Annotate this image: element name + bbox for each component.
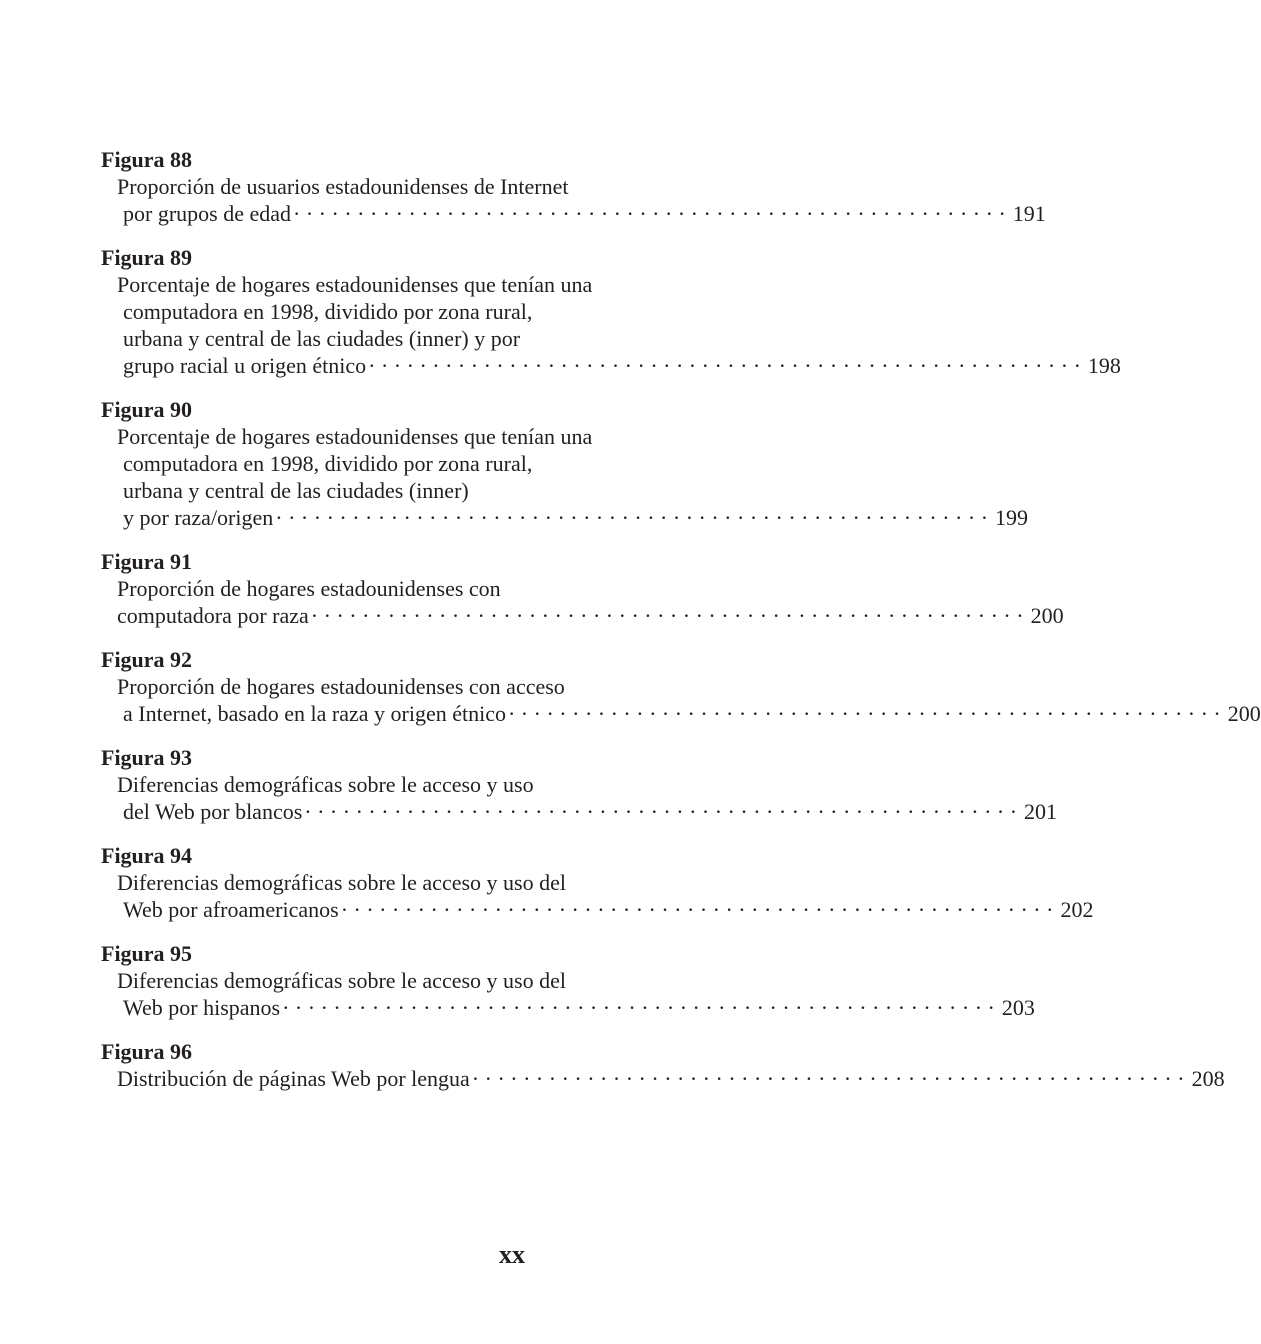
figure-caption-last-line (101, 200, 1046, 227)
figure-label: Figura 95 (101, 941, 193, 966)
figure-caption-last-line (101, 798, 1058, 825)
figure-caption-line: Diferencias demográficas sobre le acceso y uso del (117, 968, 566, 993)
figure-caption-line: Diferencias demográficas sobre le acceso y uso (117, 772, 534, 797)
page-reference[interactable]: 201 (1024, 799, 1058, 824)
dot-leader: · · · · · · · · · · · · · · · · · · · · · · · · · · · · · · · · · · · · · · · · · · · · · · · · · · · · · · · · (340, 897, 1054, 922)
figure-label: Figura 90 (101, 397, 193, 422)
figure-caption-line: Proporción de hogares estadounidenses con (117, 576, 501, 601)
figure-entry (101, 1038, 1225, 1092)
page-reference[interactable]: 203 (1001, 995, 1035, 1020)
figure-entry (101, 396, 1029, 531)
figure-entry (101, 646, 1261, 727)
figure-label: Figura 92 (101, 647, 193, 672)
figure-caption-line: Proporción de usuarios estadounidenses de Internet (117, 174, 569, 199)
figure-label: Figura 96 (101, 1039, 193, 1064)
figure-entry (101, 146, 1046, 227)
page-reference[interactable]: 198 (1087, 353, 1121, 378)
figure-caption-text: Web por hispanos (123, 995, 281, 1020)
dot-leader: · · · · · · · · · · · · · · · · · · · · · · · · · · · · · · · · · · · · · · · · · · · · · · · · · · · · · · · · (507, 701, 1221, 726)
figure-caption-text: a Internet, basado en la raza y origen étnico (123, 701, 506, 726)
dot-leader: · · · · · · · · · · · · · · · · · · · · · · · · · · · · · · · · · · · · · · · · · · · · · · · · · · · · · · · · (293, 201, 1006, 226)
figure-label: Figura 88 (101, 147, 193, 172)
figure-caption-text: grupo racial u origen étnico (123, 353, 367, 378)
figure-caption-line: computadora en 1998, dividido por zona rural, (123, 299, 533, 324)
figure-caption-text: del Web por blancos (123, 799, 303, 824)
figure-caption-text: Web por afroamericanos (123, 897, 339, 922)
figure-caption-line: Diferencias demográficas sobre le acceso y uso del (117, 870, 566, 895)
figure-entry (101, 842, 1094, 923)
figure-caption-last-line (101, 994, 1035, 1021)
figure-caption-line: Porcentaje de hogares estadounidenses que tenían una (117, 272, 593, 297)
figure-caption-last-line (101, 602, 1064, 629)
page-reference[interactable]: 200 (1227, 701, 1261, 726)
page-reference[interactable]: 208 (1191, 1066, 1225, 1091)
figure-caption-line: computadora en 1998, dividido por zona rural, (123, 451, 533, 476)
figure-caption-last-line (101, 1065, 1225, 1092)
figure-caption-text: Distribución de páginas Web por lengua (117, 1066, 470, 1091)
figure-entry (101, 744, 1058, 825)
figure-label: Figura 91 (101, 549, 193, 574)
page-reference[interactable]: 200 (1030, 603, 1064, 628)
figure-caption-text: computadora por raza (117, 603, 309, 628)
dot-leader: · · · · · · · · · · · · · · · · · · · · · · · · · · · · · · · · · · · · · · · · · · · · · · · · · · · · · · · · (310, 603, 1024, 628)
figure-entry (101, 244, 1121, 379)
figure-caption-last-line (101, 352, 1121, 379)
dot-leader: · · · · · · · · · · · · · · · · · · · · · · · · · · · · · · · · · · · · · · · · · · · · · · · · · · · · · · · · (275, 505, 989, 530)
page-number: xx (499, 1240, 525, 1269)
page-reference[interactable]: 202 (1060, 897, 1094, 922)
figure-caption-line: urbana y central de las ciudades (inner) y por (123, 326, 521, 351)
list-of-figures (101, 146, 1261, 1109)
dot-leader: · · · · · · · · · · · · · · · · · · · · · · · · · · · · · · · · · · · · · · · · · · · · · · · · · · · · · · · · (282, 995, 995, 1020)
figure-caption-last-line (101, 700, 1261, 727)
page-reference[interactable]: 191 (1012, 201, 1046, 226)
figure-caption-last-line (101, 504, 1029, 531)
figure-caption-line: urbana y central de las ciudades (inner) (123, 478, 469, 503)
figure-label: Figura 93 (101, 745, 193, 770)
figure-label: Figura 89 (101, 245, 193, 270)
figure-caption-text: por grupos de edad (123, 201, 292, 226)
figure-entry (101, 940, 1035, 1021)
figure-entry (101, 548, 1064, 629)
dot-leader: · · · · · · · · · · · · · · · · · · · · · · · · · · · · · · · · · · · · · · · · · · · · · · · · · · · · · · · · (304, 799, 1018, 824)
dot-leader: · · · · · · · · · · · · · · · · · · · · · · · · · · · · · · · · · · · · · · · · · · · · · · · · · · · · · · · · (368, 353, 1081, 378)
dot-leader: · · · · · · · · · · · · · · · · · · · · · · · · · · · · · · · · · · · · · · · · · · · · · · · · · · · · · · · · (471, 1066, 1185, 1091)
page-reference[interactable]: 199 (995, 505, 1029, 530)
figure-caption-text: y por raza/origen (123, 505, 274, 530)
figure-caption-line: Porcentaje de hogares estadounidenses que tenían una (117, 424, 593, 449)
figure-label: Figura 94 (101, 843, 193, 868)
figure-caption-last-line (101, 896, 1094, 923)
figure-caption-line: Proporción de hogares estadounidenses con acceso (117, 674, 565, 699)
